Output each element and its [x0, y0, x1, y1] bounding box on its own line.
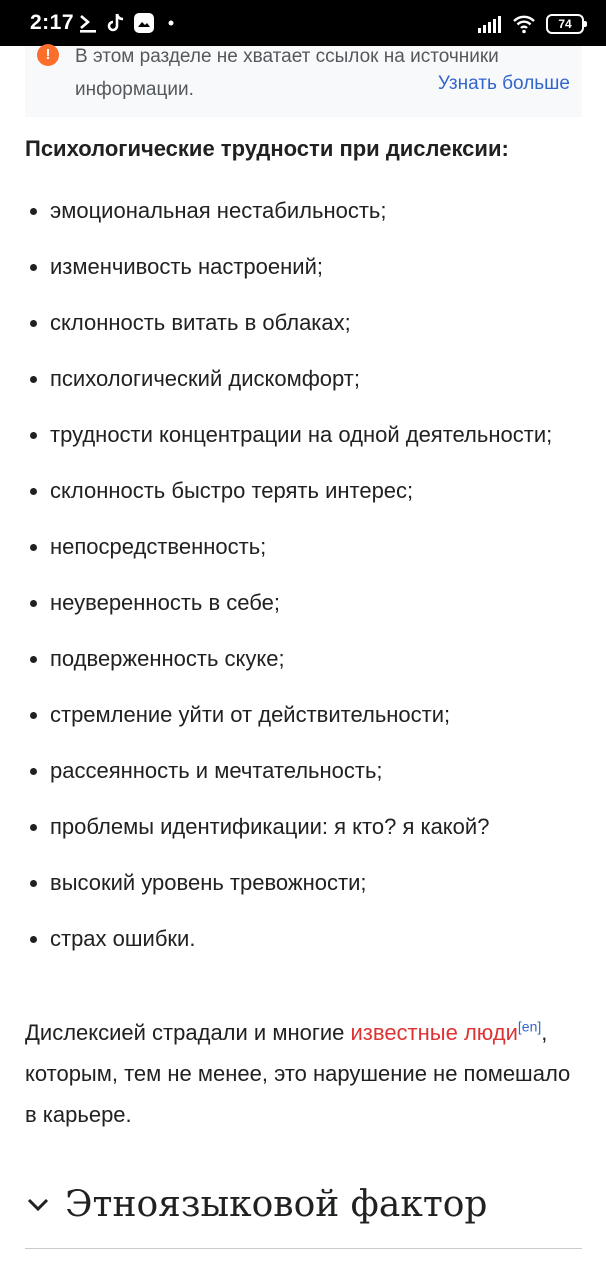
famous-people-link[interactable]: известные люди [350, 1020, 518, 1045]
list-item: страх ошибки. [0, 918, 606, 959]
section-header-ethnolinguistic[interactable] [25, 1178, 487, 1230]
list-item: проблемы идентификации: я кто? я какой? [0, 806, 606, 847]
list-item: неуверенность в себе; [0, 582, 606, 623]
download-done-icon [78, 12, 98, 34]
chevron-down-icon [25, 1191, 51, 1217]
dot-icon [168, 20, 174, 26]
list-item: стремление уйти от действительности; [0, 694, 606, 735]
list-item: эмоциональная нестабильность; [0, 190, 606, 231]
en-interwiki-link[interactable]: [en] [517, 1018, 542, 1035]
section-subheading: Психологические трудности при дислексии: [25, 136, 509, 161]
list-item: психологический дискомфорт; [0, 358, 606, 399]
warning-icon: ! [37, 44, 59, 66]
reference-sup [518, 1019, 541, 1035]
tiktok-icon [106, 12, 126, 34]
gallery-icon [133, 12, 155, 34]
list-item: непосредственность; [0, 526, 606, 567]
wifi-icon [512, 14, 536, 34]
list-item: подверженность скуке; [0, 638, 606, 679]
paragraph-text-before: Дислексией страдали и многие [25, 1020, 351, 1045]
battery-icon [546, 14, 584, 34]
notice-text: В этом разделе не хватает ссылок на источники информации. [75, 46, 499, 100]
learn-more-link[interactable]: Узнать больше [437, 73, 570, 94]
list-item: трудности концентрации на одной деятельности; [0, 414, 606, 455]
list-item: высокий уровень тревожности; [0, 862, 606, 903]
paragraph-text-after: , которым, тем не менее, это нарушение не помешало в карьере. [25, 1020, 571, 1127]
list-item: склонность быстро терять интерес; [0, 470, 606, 511]
section-divider [25, 1248, 582, 1249]
status-time: 2:17 [30, 11, 75, 34]
list-item: изменчивость настроений; [0, 246, 606, 287]
list-item: склонность витать в облаках; [0, 302, 606, 343]
battery-level: 74 [558, 17, 572, 31]
signal-icon [478, 14, 502, 34]
article-paragraph [25, 1012, 585, 1135]
section-title: Этноязыковой фактор [65, 1183, 488, 1225]
notice-box [25, 46, 582, 117]
difficulties-list [0, 190, 606, 974]
list-item: рассеянность и мечтательность; [0, 750, 606, 791]
